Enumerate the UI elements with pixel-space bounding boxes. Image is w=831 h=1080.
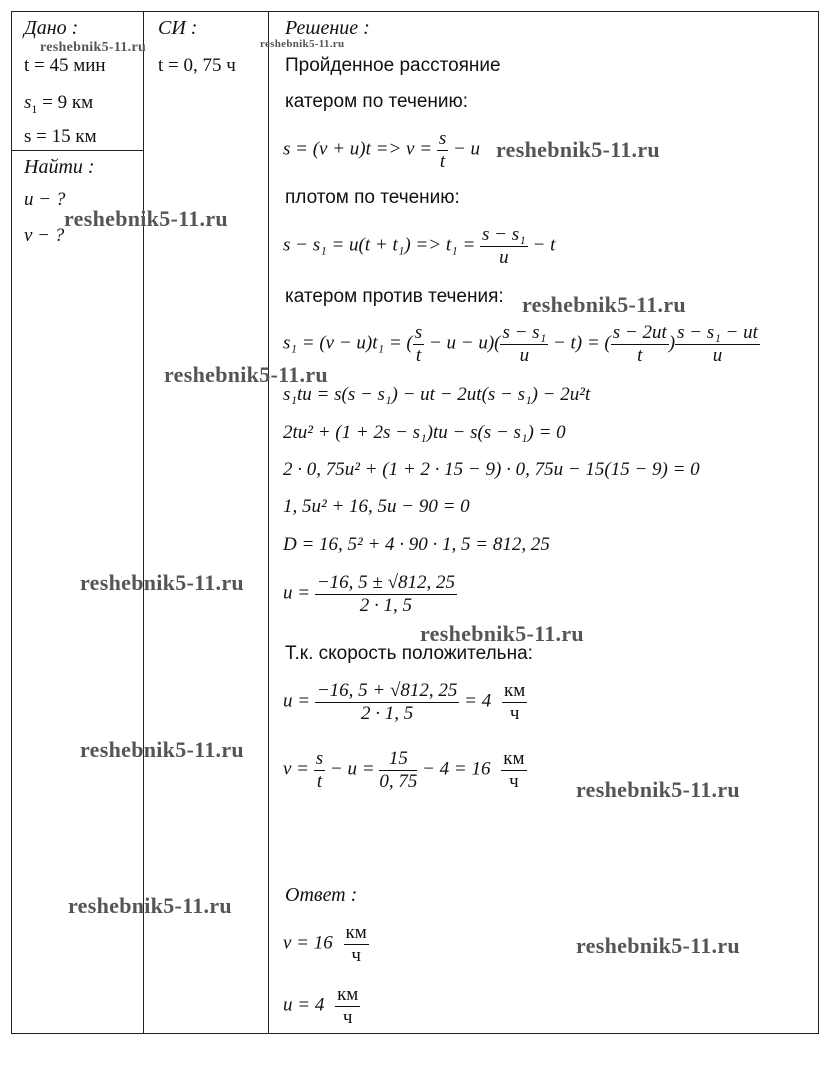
equation-4: s₁tu = s(s − s₁) − ut − 2ut(s − s₁) − 2u²t (283, 384, 591, 405)
table-border-right (818, 11, 819, 1034)
solution-positive: Т.к. скорость положительна: (285, 643, 533, 664)
column-divider-1 (143, 11, 144, 1034)
watermark: reshebnik5-11.ru (164, 362, 328, 387)
equation-7: 1, 5u² + 16, 5u − 90 = 0 (283, 496, 470, 517)
equation-1: s = (v + u)t => v = $\frac{s}{t}$ − u (283, 128, 481, 172)
find-v: v − ? (24, 225, 65, 246)
table-border-left (11, 11, 12, 1034)
watermark: reshebnik5-11.ru (522, 292, 686, 317)
equation-9: u = $\frac{-16, 5 \pm √812, 25}{2 \cdot 1, 5}$ (283, 572, 456, 616)
header-si: СИ : (158, 17, 198, 39)
watermark: reshebnik5-11.ru (64, 206, 228, 231)
given-s1: $s_1 = 9$ км (24, 92, 94, 116)
solution-against: катером против течения: (285, 286, 504, 307)
watermark: reshebnik5-11.ru (576, 777, 740, 802)
equation-11: v = $\frac{s}{t}$ − u = $\frac{15}{0, 75}$ − 4 = 16 $\frac{км}{ч}$ (283, 748, 525, 792)
watermark: reshebnik5-11.ru (420, 621, 584, 646)
watermark: reshebnik5-11.ru (40, 40, 147, 55)
watermark: reshebnik5-11.ru (576, 933, 740, 958)
answer-v: v = 16 $\frac{км}{ч}$ (283, 922, 367, 966)
equation-6: 2 · 0, 75u² + (1 + 2 · 15 − 9) · 0, 75u − 15(15 − 9) = 0 (283, 459, 700, 480)
solution-intro-2: катером по течению: (285, 91, 469, 112)
equation-8: D = 16, 5² + 4 · 90 · 1, 5 = 812, 25 (283, 534, 550, 555)
watermark: reshebnik5-11.ru (80, 737, 244, 762)
solution-raft: плотом по течению: (285, 187, 460, 208)
header-given: Дано : (24, 17, 79, 39)
answer-u: u = 4 $\frac{км}{ч}$ (283, 984, 359, 1028)
given-s: s = 15 км (24, 126, 97, 147)
column-divider-2 (268, 11, 269, 1034)
header-find: Найти : (24, 156, 95, 178)
given-t: t = 45 мин (24, 55, 106, 76)
equation-5: 2tu² + (1 + 2s − s₁)tu − s(s − s₁) = 0 (283, 422, 566, 443)
table-border-top (11, 11, 819, 12)
equation-2: s − s₁ = u(t + t₁) => t₁ = $\frac{\text{s − s₁}}{u}$ − t (283, 224, 556, 268)
answer-label: Ответ : (285, 884, 358, 906)
find-u: u − ? (24, 189, 66, 210)
watermark: reshebnik5-11.ru (496, 137, 660, 162)
header-solution: Решение : (285, 17, 370, 39)
si-t: t = 0, 75 ч (158, 55, 236, 76)
given-find-divider (11, 150, 144, 151)
watermark: reshebnik5-11.ru (68, 893, 232, 918)
solution-intro-1: Пройденное расстояние (285, 55, 501, 76)
table-border-bottom (11, 1033, 819, 1034)
watermark: reshebnik5-11.ru (260, 38, 345, 50)
watermark: reshebnik5-11.ru (80, 570, 244, 595)
equation-3: s₁ = (v − u)t₁ = ( $\frac{s}{t}$ − u − u)( $\frac{\text{s − s₁}}{u}$ − t) = ( $\frac{s - 2ut}{t}$ ) $\frac{\text{s − s₁ − ut}}{u}$ (283, 322, 758, 366)
equation-10: u = $\frac{-16, 5 + √812, 25}{2 \cdot 1, 5}$ = 4 $\frac{км}{ч}$ (283, 680, 526, 724)
